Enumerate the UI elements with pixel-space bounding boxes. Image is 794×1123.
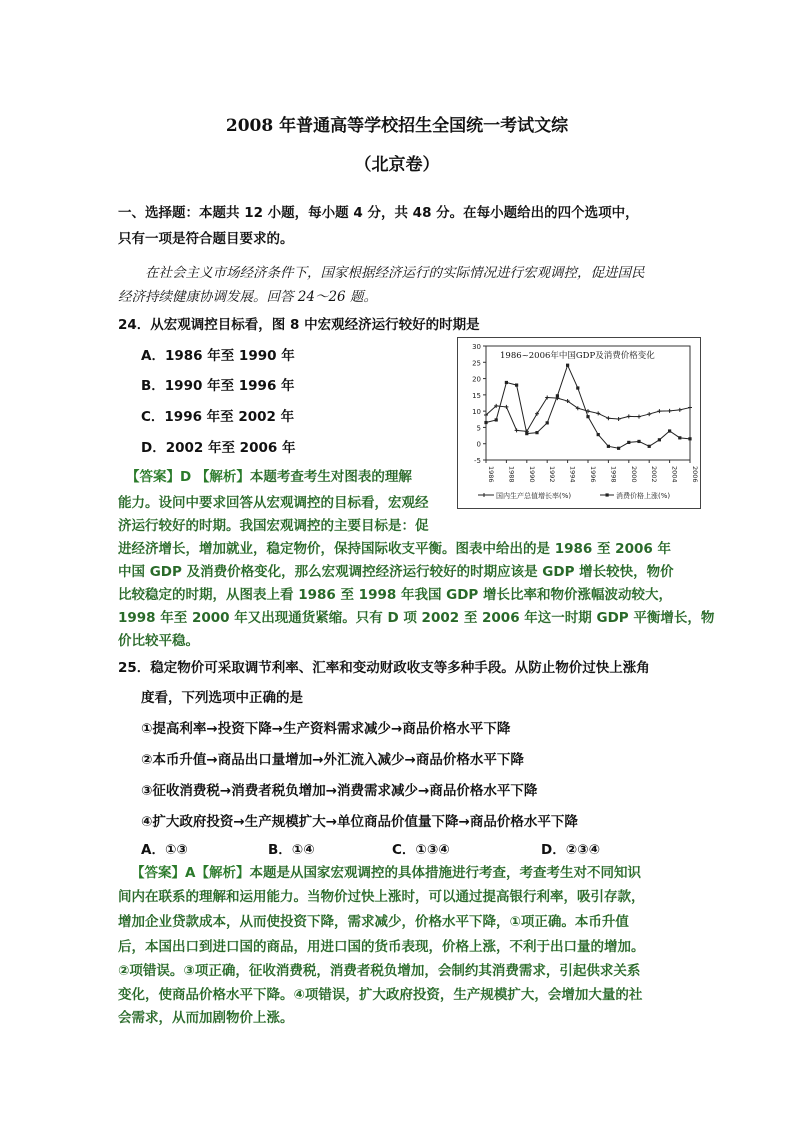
data-point bbox=[658, 438, 661, 441]
y-tick-label: 10 bbox=[472, 408, 481, 417]
data-point bbox=[648, 445, 651, 448]
item-1: ①提高利率→投资下降→生产资料需求减少→商品价格水平下降 bbox=[141, 721, 511, 737]
data-point bbox=[596, 411, 600, 415]
x-tick-label: 1996 bbox=[589, 466, 597, 483]
x-tick-label: 1994 bbox=[568, 466, 577, 483]
y-tick-label: 30 bbox=[472, 343, 481, 351]
gdp-cpi-line-chart bbox=[458, 338, 700, 508]
answer-24-text: 本题考查考生对图表的理解 bbox=[249, 469, 412, 485]
legend-marker-2 bbox=[606, 493, 609, 496]
answer-24-tag: 【答案】D 【解析】 bbox=[126, 469, 250, 485]
answer-25-line-3: 增加企业贷款成本，从而使投资下降，需求减少，价格水平下降，①项正确。本币升值 bbox=[118, 914, 629, 930]
answer-25-line-7: 会需求，从而加剧物价上涨。 bbox=[118, 1010, 294, 1026]
question-24-stem: 24．从宏观调控目标看，图 8 中宏观经济运行较好的时期是 bbox=[118, 317, 480, 333]
question-25-stem: 25．稳定物价可采取调节利率、汇率和变动财政收支等多种手段。从防止物价过快上涨角 bbox=[118, 660, 650, 676]
answer-25-tag: 【答案】A【解析】 bbox=[131, 865, 250, 881]
y-tick-label: 0 bbox=[476, 440, 481, 449]
answer-24-line-3: 济运行较好的时期。我国宏观调控的主要目标是：促 bbox=[118, 518, 429, 534]
data-point bbox=[576, 386, 579, 389]
chart-figure-8 bbox=[457, 337, 701, 509]
data-point bbox=[627, 441, 630, 444]
option-c: C．1996 年至 2002 年 bbox=[141, 409, 295, 425]
data-point bbox=[606, 416, 610, 420]
data-point bbox=[668, 429, 671, 432]
data-point bbox=[484, 421, 487, 424]
answer-25-text: 本题是从国家宏观调控的具体措施进行考查，考查考生对不同知识 bbox=[249, 865, 641, 881]
data-point bbox=[678, 408, 682, 412]
series-line-1 bbox=[486, 397, 690, 431]
data-point bbox=[617, 447, 620, 450]
item-4: ④扩大政府投资→生产规模扩大→单位商品价值量下降→商品价格水平下降 bbox=[141, 814, 578, 830]
answer-25-line-4: 后，本国出口到进口国的商品，用进口国的货币表现，价格上涨，不利于出口量的增加。 bbox=[118, 939, 645, 955]
x-tick-label: 1986 bbox=[487, 466, 495, 483]
x-tick-label: 1990 bbox=[527, 466, 536, 483]
data-point bbox=[627, 414, 631, 418]
x-tick-label: 2000 bbox=[629, 466, 638, 483]
data-point bbox=[535, 431, 538, 434]
data-point bbox=[637, 440, 640, 443]
data-point bbox=[597, 433, 600, 436]
section-heading-cont: 只有一项是符合题目要求的。 bbox=[118, 231, 294, 247]
data-point bbox=[525, 432, 528, 435]
data-point bbox=[566, 364, 569, 367]
question-25-stem-cont: 度看，下列选项中正确的是 bbox=[141, 690, 303, 706]
data-point bbox=[617, 417, 621, 421]
data-point bbox=[688, 437, 691, 440]
intro-text: 在社会主义市场经济条件下，国家根据经济运行的实际情况进行宏观调控，促进国民 bbox=[145, 265, 645, 281]
answer-25-line-5: ②项错误。③项正确，征收消费税，消费者税负增加，会制约其消费需求，引起供求关系 bbox=[118, 963, 641, 979]
plot-frame bbox=[486, 346, 690, 460]
choice-a: A．①③ bbox=[141, 842, 188, 858]
data-point bbox=[688, 406, 692, 410]
x-tick-label: 1988 bbox=[507, 466, 516, 483]
data-point bbox=[668, 409, 672, 413]
data-point bbox=[657, 409, 661, 413]
choice-c: C．①③④ bbox=[392, 842, 450, 858]
option-b: B．1990 年至 1996 年 bbox=[141, 378, 295, 394]
data-point bbox=[495, 418, 498, 421]
x-tick-label: 1992 bbox=[548, 466, 557, 483]
y-tick-label: 5 bbox=[476, 424, 481, 433]
data-point bbox=[586, 415, 589, 418]
item-2: ②本币升值→商品出口量增加→外汇流入减少→商品价格水平下降 bbox=[141, 752, 524, 768]
y-tick-label: 15 bbox=[472, 391, 481, 400]
answer-24-line-6: 比较稳定的时期，从图表上看 1986 至 1998 年我国 GDP 增长比率和物价涨幅波动较大， bbox=[118, 587, 673, 603]
x-tick-label: 2006 bbox=[691, 466, 699, 483]
document-title: 2008 年普通高等学校招生全国统一考试文综 bbox=[225, 116, 569, 136]
data-point bbox=[637, 415, 641, 419]
legend-label-1: 国内生产总值增长率(%) bbox=[496, 492, 572, 500]
answer-24-line-5: 中国 GDP 及消费价格变化，那么宏观调控经济运行较好的时期应该是 GDP 增长较快，物价 bbox=[118, 564, 674, 580]
x-tick-label: 1998 bbox=[609, 466, 618, 483]
section-heading: 一、选择题：本题共 12 小题，每小题 4 分，共 48 分。在每小题给出的四个选项中， bbox=[118, 205, 639, 221]
x-tick-label: 2004 bbox=[670, 466, 679, 483]
data-point bbox=[546, 421, 549, 424]
series-line-2 bbox=[486, 365, 690, 448]
y-tick-label: 20 bbox=[472, 375, 481, 384]
y-tick-label: 25 bbox=[472, 359, 481, 368]
answer-24-line-1 bbox=[126, 465, 412, 485]
legend-label-2: 消费价格上涨(%) bbox=[616, 492, 671, 500]
y-tick-label: -5 bbox=[474, 457, 481, 465]
answer-24-line-4: 进经济增长，增加就业，稳定物价，保持国际收支平衡。图表中给出的是 1986 至 2006 年 bbox=[118, 541, 671, 557]
data-point bbox=[556, 394, 559, 397]
data-point bbox=[515, 428, 519, 432]
chart-title: 1986~2006年中国GDP及消费价格变化 bbox=[500, 351, 655, 361]
choice-d: D．②③④ bbox=[541, 842, 600, 858]
data-point bbox=[515, 383, 518, 386]
answer-25-line-1 bbox=[131, 861, 641, 881]
option-d: D．2002 年至 2006 年 bbox=[141, 440, 296, 456]
data-point bbox=[678, 436, 681, 439]
data-point bbox=[504, 405, 508, 409]
answer-25-line-2: 间内在联系的理解和运用能力。当物价过快上涨时，可以通过提高银行利率，吸引存款， bbox=[118, 889, 645, 905]
data-point bbox=[505, 381, 508, 384]
x-tick-label: 2002 bbox=[650, 466, 659, 483]
data-point bbox=[607, 445, 610, 448]
answer-24-line-7: 1998 年至 2000 年又出现通货紧缩。只有 D 项 2002 至 2006 年这一时期 GDP 平衡增长，物 bbox=[118, 610, 715, 626]
answer-24-line-2: 能力。设问中要求回答从宏观调控的目标看，宏观经 bbox=[118, 495, 429, 511]
choice-b: B．①④ bbox=[268, 842, 315, 858]
answer-25-line-6: 变化，使商品价格水平下降。④项错误，扩大政府投资，生产规模扩大，会增加大量的社 bbox=[118, 987, 643, 1003]
item-3: ③征收消费税→消费者税负增加→消费需求减少→商品价格水平下降 bbox=[141, 783, 538, 799]
document-subtitle: （北京卷） bbox=[354, 155, 440, 175]
option-a: A．1986 年至 1990 年 bbox=[141, 348, 295, 364]
legend-marker-1 bbox=[482, 493, 486, 497]
data-point bbox=[647, 412, 651, 416]
intro-text-cont: 经济持续健康协调发展。回答 24～26 题。 bbox=[118, 289, 377, 305]
answer-24-line-8: 价比较平稳。 bbox=[118, 633, 199, 649]
